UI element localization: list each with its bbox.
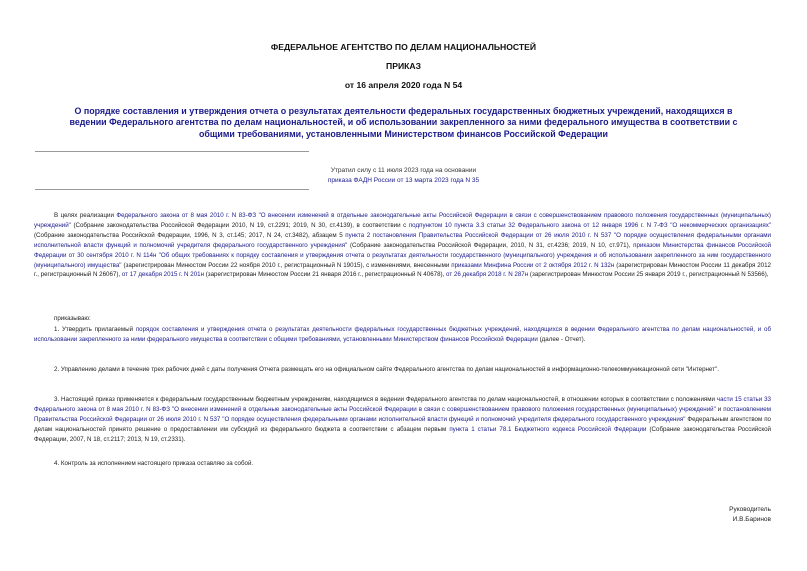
item-3-text: Федеральным агентством по делам национальностей принято решение о предоставлении им субсидий из федерального бюджета в соответствии с абзацем первым	[34, 415, 771, 433]
item-3-text: и	[715, 405, 724, 413]
order-132n-link[interactable]: приказами Минфина России от 2 октября 2012 г. N 132н	[451, 261, 615, 269]
preamble-text: (Собрание законодательства Российской Федерации, 2010, N 31, ст.4236; 2019, N 10, ст.971),	[347, 241, 634, 249]
item-1-paragraph	[34, 325, 771, 345]
signature-role: Руководитель	[729, 506, 771, 513]
preamble-text: (Собрание законодательства Российской Федерации, 1996, N 3, ст.145; 2017, N 24, ст.3482), абзацем 5	[34, 231, 346, 239]
agency-heading: ФЕДЕРАЛЬНОЕ АГЕНТСТВО ПО ДЕЛАМ НАЦИОНАЛЬНОСТЕЙ	[270, 42, 537, 52]
doc-type-heading: ПРИКАЗ	[386, 61, 421, 71]
preamble-text: (зарегистрирован Минюстом России 22 ноября 2010 г., регистрационный N 19015), с изменениями, внесенными	[121, 261, 452, 269]
item-3-text: 3. Настоящий приказ применяется к федеральным государственным бюджетным учреждениям, находящимся в ведении Федерального агентства по делам национальностей, в отношении которых в соответствии с положениями	[54, 396, 717, 403]
preamble-text: В целях реализации	[54, 212, 117, 219]
item-4-paragraph: 4. Контроль за исполнением настоящего приказа оставляю за собой.	[54, 460, 254, 467]
order-201n-link[interactable]: от 17 декабря 2015 г. N 201н	[121, 271, 204, 279]
date-number-heading: от 16 апреля 2020 года N 54	[344, 80, 463, 90]
title-prefix: О	[74, 106, 84, 116]
status-note	[0, 166, 807, 185]
bottom-divider	[35, 189, 309, 190]
preamble-paragraph	[34, 211, 771, 280]
decree-537-link[interactable]: пункта 2 постановления Правительства Российской Федерации от 26 июля 2010 г. N 537 "О порядке осуществления федеральными органами исполнительной власти функций и полномочий учредителя федерального государственного учреждения"	[34, 231, 771, 249]
item-1-text: (далее - Отчет).	[537, 335, 586, 343]
status-note-link[interactable]: приказа ФАДН России от 13 марта 2023 года N 35	[327, 176, 480, 184]
preamble-text: (зарегистрирован Минюстом России 11 декабря 2012 г., регистрационный N 26067),	[34, 261, 771, 279]
procedure-link[interactable]: порядок составления и утверждения отчета о результатах деятельности федеральных государственных бюджетных учреждений, находящихся в ведении Федерального агентства по делам национальностей, и об использовании закрепленного за ними федерального имущества в соответствии с общими требованиями, установленными Министерством финансов Российской Федерации	[34, 326, 772, 343]
status-note-text: Утратил силу с 11 июля 2023 года на основании	[330, 167, 477, 174]
title-link[interactable]: порядке составления и утверждения отчета о результатах деятельности федеральных государственных бюджетных учреждений, находящихся в ведении Федерального агентства по делам национальностей, и об использовании закрепленного за ними федерального имущества в соответствии с общими требованиями, установленными Министерством финансов Российской Федерации	[69, 106, 738, 139]
order-287n-link[interactable]: от 26 декабря 2018 г. N 287н	[446, 271, 529, 279]
order-114n-link[interactable]: приказом Министерства финансов Российской Федерации от 30 сентября 2010 г. N 114н "Об общих требованиях к порядку составления и утверждения отчета о результатах деятельности государственного (муниципального) учреждения и об использовании закрепленного за ним государственного (муниципального) имущества"	[34, 241, 771, 269]
preamble-text: (Собрание законодательства Российской Федерации 2010, N 19, ст.2291; 2019, N 30, ст.4139), в соответствии с	[70, 221, 409, 229]
item-2-paragraph: 2. Управлению делами в течение трех рабочих дней с даты получения Отчета размещать его на официальном сайте Федерального агентства по делам национальностей в информационно-телекоммуникационной сети "Интернет".	[54, 366, 719, 373]
budget-code-link[interactable]: пункта 1 статьи 78.1 Бюджетного кодекса Российской Федерации	[449, 425, 647, 433]
item-3-text: (Собрание законодательства Российской Федерации, 2007, N 18, ст.2117; 2013, N 19, ст.2331).	[34, 425, 771, 443]
preamble-text: (зарегистрирован Минюстом России 21 января 2016 г., регистрационный N 40678),	[204, 271, 447, 279]
signature-name: И.В.Баринов	[732, 516, 771, 523]
preamble-text: (зарегистрирован Минюстом России 25 января 2019 г., регистрационный N 53566),	[528, 271, 769, 279]
decree-537-link[interactable]: постановлением Правительства Российской Федерации от 26 июля 2010 г. N 537 "О порядке осуществления федеральными органами исполнительной власти функций и полномочий учредителя федерального государственного учреждения"	[34, 405, 771, 423]
order-word: приказываю:	[54, 315, 91, 322]
document-title	[60, 106, 747, 140]
law-7fz-link[interactable]: подпунктом 10 пункта 3.3 статьи 32 Федерального закона от 12 января 1996 г. N 7-ФЗ "О некоммерческих организациях"	[408, 221, 771, 229]
item-1-text: 1. Утвердить прилагаемый	[54, 326, 136, 333]
item-3-paragraph	[34, 395, 771, 445]
law-83fz-part15-link[interactable]: части 15 статьи 33 Федерального закона от 8 мая 2010 г. N 83-ФЗ "О внесении изменений в отдельные законодательные акты Российской Федерации в связи с совершенствованием правового положения государственных (муниципальных) учреждений"	[34, 396, 771, 413]
law-83fz-link[interactable]: Федерального закона от 8 мая 2010 г. N 83-ФЗ "О внесении изменений в отдельные законодательные акты Российской Федерации в связи с совершенствованием правового положения государственных (муниципальных) учреждений"	[34, 212, 771, 229]
signature-block	[571, 505, 771, 525]
top-divider	[35, 151, 309, 152]
